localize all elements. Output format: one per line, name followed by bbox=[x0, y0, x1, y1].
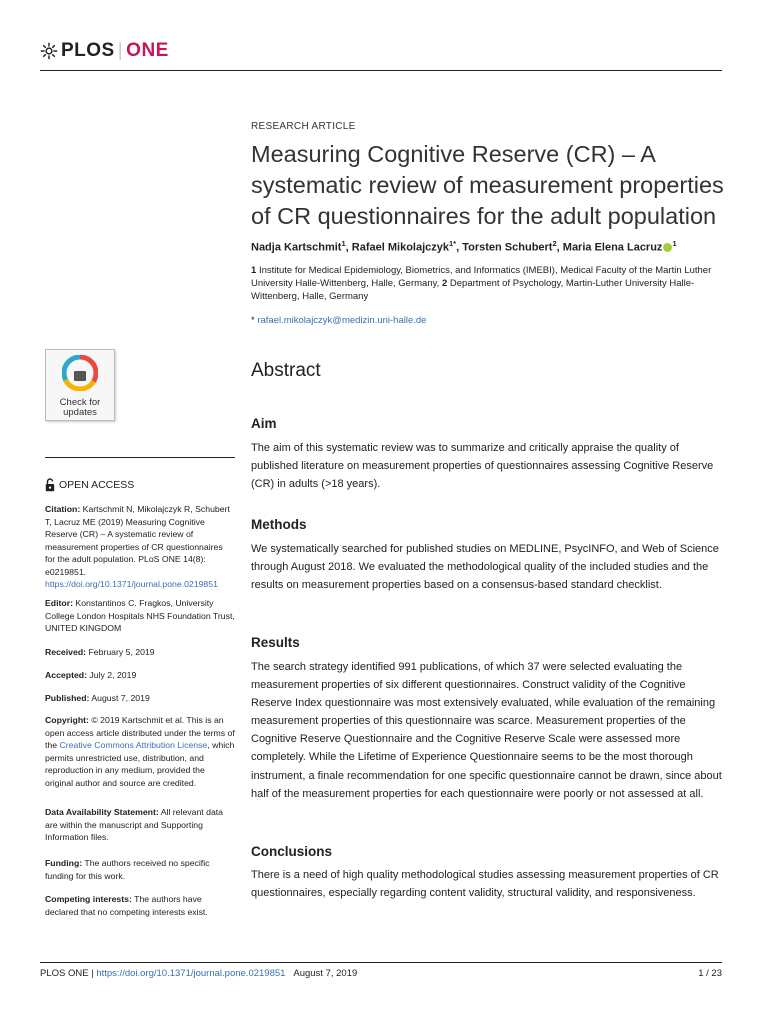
affiliation-1: Institute for Medical Epidemiology, Biometrics, and Informatics (IMEBI), Medical Faculty of the Martin Luther University Halle-Wittenberg, Halle, Germany, bbox=[251, 265, 712, 289]
abstract-heading: Abstract bbox=[251, 360, 321, 381]
logo-one: ONE bbox=[126, 40, 169, 61]
affil-number: 1 bbox=[251, 265, 257, 276]
logo-divider: | bbox=[117, 40, 124, 61]
citation-doi-link[interactable]: https://doi.org/10.1371/journal.pone.0219851 bbox=[45, 579, 218, 589]
author-name[interactable]: Rafael Mikolajczyk bbox=[351, 241, 449, 254]
author-name[interactable]: Nadja Kartschmit bbox=[251, 241, 342, 254]
citation-block: Citation: Kartschmit N, Mikolajczyk R, Schubert T, Lacruz ME (2019) Measuring Cognitive Reserve (CR) – A systematic review of measurement properties of CR questionnaires for the adult population. PLoS ONE 14(8): e0219851. https://doi.org/10.1371/journal.pone.0219851 bbox=[45, 504, 230, 589]
author-affil-sup: 1* bbox=[449, 239, 457, 248]
results-heading: Results bbox=[251, 635, 300, 650]
article-title: Measuring Cognitive Reserve (CR) – A systematic review of measurement properties of CR questionnaires for the adult population bbox=[251, 141, 724, 229]
conclusions-text: There is a need of high quality methodological studies assessing measurement properties of CR questionnaires, especially regarding content validity, structural validity, and responsiveness. bbox=[251, 869, 719, 900]
check-updates-icon bbox=[62, 355, 98, 391]
author-name[interactable]: Maria Elena Lacruz bbox=[562, 241, 663, 254]
footer-sep: | bbox=[91, 968, 94, 979]
open-access-label: OPEN ACCESS bbox=[45, 478, 134, 492]
received-block: Received: February 5, 2019 bbox=[45, 647, 155, 657]
sidebar-divider bbox=[45, 457, 235, 458]
results-text: The search strategy identified 991 publications, of which 37 were selected evaluating the measurement properties of six different questionnaires. Construct validity of the Cognitive Reserve Index questionnaire was most extensively evaluated, while evaluation of the remaining measurement properties of this questionnaire was scarce. Measurement properties of the Cognitive Reserve Questionnaire and the Cognitive Reserve Scale were assessed more completely. While the Lifetime of Experience Questionnaire seems to be the most thorough instrument, a finale recommendation for one specific questionnaire cannot be drawn, since about half of the measurement properties for each questionnaire were poorly or not assessed at all. bbox=[251, 661, 722, 800]
funding-block: Funding: The authors received no specific funding for this work. bbox=[45, 858, 210, 881]
competing-interests-block: Competing interests: The authors have declared that no competing interests exist. bbox=[45, 894, 208, 917]
methods-text: We systematically searched for published studies on MEDLINE, PsycINFO, and Web of Science through August 2018. We evaluated the methodological quality of the included studies and the results on measurement properties based on a consensus-based standard checklist. bbox=[251, 543, 719, 592]
affiliations bbox=[251, 264, 721, 303]
conclusions-heading: Conclusions bbox=[251, 844, 333, 859]
aim-text: The aim of this systematic review was to summarize and critically appraise the quality of published literature on measurement properties of questionnaires assessing Cognitive Reserve (CR) in adults (>18 years). bbox=[251, 442, 714, 491]
corresponding-email bbox=[251, 315, 426, 326]
page-footer bbox=[40, 962, 722, 979]
affiliation-2: Department of Psychology, Martin-Luther University Halle-Wittenberg, Halle, Germany bbox=[251, 278, 695, 302]
email-mark: * bbox=[251, 315, 255, 326]
email-link[interactable]: rafael.mikolajczyk@medizin.uni-halle.de bbox=[257, 315, 427, 326]
affil-number: 2 bbox=[441, 278, 448, 289]
author-affil-sup: 1 bbox=[341, 239, 346, 248]
logo-plos: PLOS bbox=[61, 40, 115, 61]
author-affil-sup: 2 bbox=[552, 239, 557, 248]
article-type-label: RESEARCH ARTICLE bbox=[251, 121, 356, 132]
author-list: Nadja Kartschmit$^1$, Rafael Mikolajczyk$^{1*}$, Torsten Schubert$^2$, Maria Elena Lacruz $^1$ bbox=[251, 239, 677, 254]
data-availability-block: Data Availability Statement: All relevant data are within the manuscript and Supporting Information files. bbox=[45, 807, 224, 842]
license-link[interactable]: Creative Commons Attribution License bbox=[59, 740, 208, 750]
check-updates-label: Check for updates bbox=[59, 397, 101, 418]
footer-doi-link[interactable]: https://doi.org/10.1371/journal.pone.0219851 bbox=[96, 968, 286, 979]
plos-logo-icon bbox=[40, 42, 58, 60]
author-name[interactable]: Torsten Schubert bbox=[462, 241, 553, 254]
accepted-block: Accepted: July 2, 2019 bbox=[45, 670, 137, 680]
author-affil-sup: 1 bbox=[672, 239, 677, 248]
open-lock-icon bbox=[45, 478, 55, 492]
check-for-updates-badge[interactable] bbox=[45, 349, 115, 421]
methods-heading: Methods bbox=[251, 517, 307, 532]
published-block: Published: August 7, 2019 bbox=[45, 693, 150, 703]
page-header bbox=[40, 40, 722, 71]
aim-heading: Aim bbox=[251, 416, 277, 431]
copyright-block: Copyright: © 2019 Kartschmit et al. This is an open access article distributed under the terms of the Creative Commons Attribution License, which permits unrestricted use, distribution, and reproduction in any medium, provided the original author and source are credited. bbox=[45, 715, 235, 788]
footer-journal: PLOS ONE bbox=[40, 968, 89, 979]
editor-block: Editor: Konstantinos C. Fragkos, University College London Hospitals NHS Foundation Trust, UNITED KINGDOM bbox=[45, 598, 235, 633]
plos-one-logo[interactable] bbox=[40, 40, 169, 62]
footer-date: August 7, 2019 bbox=[293, 968, 358, 979]
page-number: 1 / 23 bbox=[698, 968, 722, 979]
